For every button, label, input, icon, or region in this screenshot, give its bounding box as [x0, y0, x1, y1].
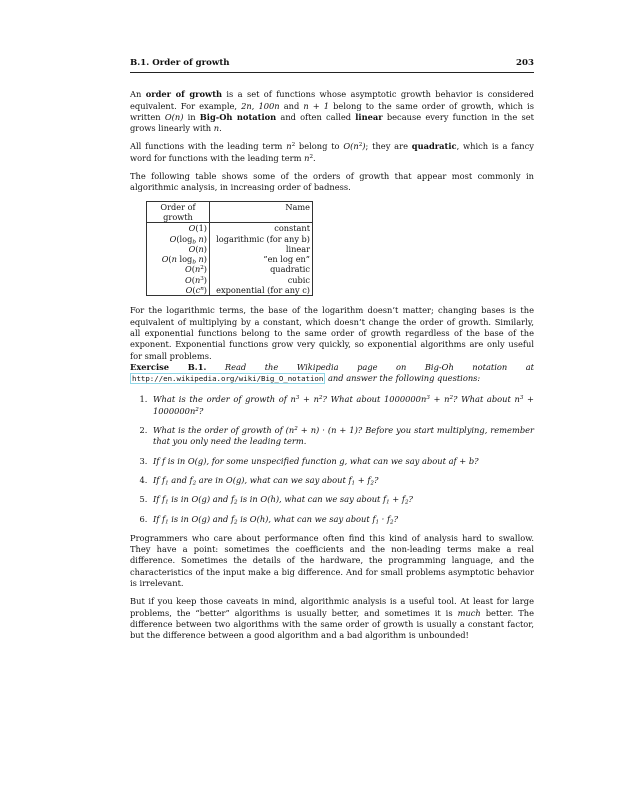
question-item: 6. If $f_1$ is in O(g) and $f_2$ is O(h), what can we say about $f_1 \cdot f_2$?	[150, 514, 534, 525]
table-row	[147, 285, 313, 296]
table-row	[147, 244, 313, 254]
section-title: B.1. Order of growth	[130, 58, 230, 68]
order-cell: $O(n^2)$	[147, 264, 210, 274]
table-row	[147, 254, 313, 264]
paragraph-logarithmic-terms: For the logarithmic terms, the base of the logarithm doesn’t matter; changing bases is the equivalent of multiplying by a constant, which doesn’t change the order of growth. Similarly, all exponential functions belong to the same order of growth regardless of the base of the exponent. Exponential functions grow very quickly, so exponential algorithms are only useful for small problems.	[130, 305, 534, 361]
table-row	[147, 275, 313, 285]
term-linear: linear	[355, 111, 383, 122]
wikipedia-link[interactable]: http://en.wikipedia.org/wiki/Big_O_notation	[132, 374, 324, 384]
exercise-label: Exercise B.1.	[130, 361, 207, 372]
order-cell: $O(c^n)$	[147, 285, 210, 296]
order-cell: O(n)	[147, 244, 210, 254]
document-page	[130, 58, 534, 648]
paragraph-programmers-performance: Programmers who care about performance often find this kind of analysis hard to swallow. They have a point: sometimes the coefficients and the non-leading terms make a real difference. Sometimes the details of the hardware, the programming language, and the characteristics of the input make a big difference. And for small problems asymptotic behavior is irrelevant.	[130, 532, 534, 588]
paragraph-caveats: But if you keep those caveats in mind, algorithmic analysis is a useful tool. At least for large problems, the “better” algorithms is usually better, and sometimes it is much better. The difference between two algorithms with the same order of growth is usually a constant factor, but the difference between a good algorithm and a bad algorithm is unbounded!	[130, 596, 534, 641]
table-row	[147, 234, 313, 244]
column-header-order: Order of growth	[147, 201, 210, 223]
exercise-questions	[130, 394, 534, 524]
name-cell: quadratic	[210, 264, 313, 274]
question-item: 5. If $f_1$ is in O(g) and $f_2$ is in O(h), what can we say about $f_1 + f_2$?	[150, 494, 534, 505]
order-cell: O(n $\log_b n$)	[147, 254, 210, 264]
page-number: 203	[516, 58, 534, 68]
order-cell: O(1)	[147, 223, 210, 234]
orders-of-growth-table	[146, 201, 313, 297]
term-quadratic: quadratic	[411, 141, 457, 152]
question-item: 4. If $f_1$ and $f_2$ are in O(g), what can we say about $f_1 + f_2$?	[150, 475, 534, 486]
term-order-of-growth: order of growth	[145, 89, 223, 100]
running-header	[130, 58, 534, 73]
name-cell: logarithmic (for any b)	[210, 234, 313, 244]
paragraph-table-intro: The following table shows some of the orders of growth that appear most commonly in algorithmic analysis, in increasing order of badness.	[130, 171, 534, 193]
term-big-oh-notation: Big-Oh notation	[199, 111, 277, 122]
table-header-row	[147, 201, 313, 223]
name-cell: cubic	[210, 275, 313, 285]
question-item: 2. What is the order of growth of $(n^2 + n) \cdot (n + 1)$? Before you start multiplying, remember that you only need the leading term.	[150, 425, 534, 448]
exercise-intro: Exercise B.1. Read the Wikipedia page on Big-Oh notation at http://en.wikipedia.org/wiki/Big_O_notation and answer the following questions:	[130, 361, 534, 384]
order-cell: $O(n^3)$	[147, 275, 210, 285]
name-cell: exponential (for any c)	[210, 285, 313, 296]
column-header-name: Name	[210, 201, 313, 223]
name-cell: ”en log en”	[210, 254, 313, 264]
table-row	[147, 264, 313, 274]
paragraph-quadratic: All functions with the leading term $n^2$ belong to $O(n^2)$; they are quadratic, which is a fancy word for functions with the leading term $n^2$.	[130, 141, 534, 163]
table-row	[147, 223, 313, 234]
order-cell: $O(\log_b$ n)	[147, 234, 210, 244]
question-item: 3. If f is in O(g), for some unspecified function g, what can we say about af + b?	[150, 456, 534, 467]
name-cell: linear	[210, 244, 313, 254]
name-cell: constant	[210, 223, 313, 234]
question-item: 1. What is the order of growth of $n^3 + n^2$? What about $1000000n^3 + n^2$? What about $n^3 + 1000000n^2$?	[150, 394, 534, 417]
emphasis-much: much	[457, 607, 481, 618]
paragraph-order-of-growth-definition: An order of growth is a set of functions whose asymptotic growth behavior is considered equivalent. For example, 2n, 100n and n + 1 belong to the same order of growth, which is written O(n) in Big-Oh notation and often called linear because every function in the set grows linearly with n.	[130, 89, 534, 134]
